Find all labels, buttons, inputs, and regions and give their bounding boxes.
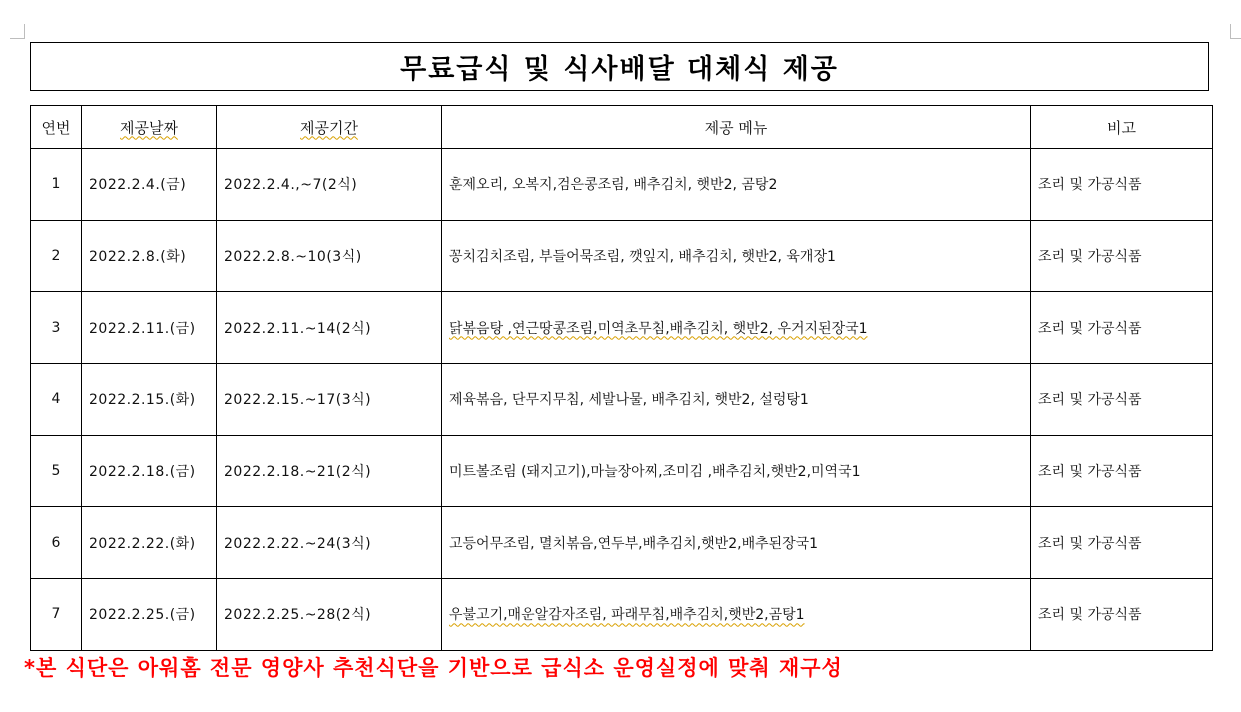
cell-note: 조리 및 가공식품 [1031, 292, 1213, 364]
cell-note: 조리 및 가공식품 [1031, 507, 1213, 579]
cell-period: 2022.2.8.~10(3식) [217, 220, 442, 292]
cell-period: 2022.2.25.~28(2식) [217, 579, 442, 651]
cell-note: 조리 및 가공식품 [1031, 435, 1213, 507]
cell-no: 2 [31, 220, 82, 292]
cell-menu: 훈제오리, 오복지,검은콩조림, 배추김치, 햇반2, 곰탕2 [442, 149, 1031, 221]
table-row [31, 364, 1213, 436]
page-corner-mark [10, 24, 25, 39]
cell-no: 6 [31, 507, 82, 579]
header-no: 연번 [31, 106, 82, 149]
cell-note: 조리 및 가공식품 [1031, 220, 1213, 292]
table-row [31, 435, 1213, 507]
cell-note: 조리 및 가공식품 [1031, 149, 1213, 221]
cell-no: 7 [31, 579, 82, 651]
table-row [31, 220, 1213, 292]
title-box [30, 42, 1209, 91]
table-row [31, 507, 1213, 579]
cell-menu: 닭볶음탕 ,연근땅콩조림,미역초무침,배추김치, 햇반2, 우거지된장국1 [442, 292, 1031, 364]
cell-no: 1 [31, 149, 82, 221]
cell-menu: 미트볼조림 (돼지고기),마늘장아찌,조미김 ,배추김치,햇반2,미역국1 [442, 435, 1031, 507]
table-row [31, 292, 1213, 364]
cell-no: 3 [31, 292, 82, 364]
cell-period: 2022.2.22.~24(3식) [217, 507, 442, 579]
cell-date: 2022.2.15.(화) [82, 364, 217, 436]
cell-period: 2022.2.4.,~7(2식) [217, 149, 442, 221]
header-menu: 제공 메뉴 [442, 106, 1031, 149]
document-title: 무료급식 및 식사배달 대체식 제공 [400, 54, 839, 85]
header-note: 비고 [1031, 106, 1213, 149]
cell-note: 조리 및 가공식품 [1031, 579, 1213, 651]
cell-menu: 꽁치김치조림, 부들어묵조림, 깻잎지, 배추김치, 햇반2, 육개장1 [442, 220, 1031, 292]
footnote: *본 식단은 아워홈 전문 영양사 추천식단을 기반으로 급식소 운영실정에 맞춰 재구성 [24, 656, 843, 680]
header-period: 제공기간 [217, 106, 442, 149]
cell-date: 2022.2.4.(금) [82, 149, 217, 221]
table-header-row [31, 106, 1213, 149]
cell-period: 2022.2.18.~21(2식) [217, 435, 442, 507]
cell-period: 2022.2.15.~17(3식) [217, 364, 442, 436]
table-row [31, 149, 1213, 221]
cell-no: 5 [31, 435, 82, 507]
header-date: 제공날짜 [82, 106, 217, 149]
cell-date: 2022.2.11.(금) [82, 292, 217, 364]
page-corner-mark [1230, 24, 1241, 39]
cell-menu: 우불고기,매운알감자조림, 파래무침,배추김치,햇반2,곰탕1 [442, 579, 1031, 651]
meal-table [30, 105, 1213, 651]
cell-no: 4 [31, 364, 82, 436]
cell-note: 조리 및 가공식품 [1031, 364, 1213, 436]
cell-period: 2022.2.11.~14(2식) [217, 292, 442, 364]
cell-date: 2022.2.18.(금) [82, 435, 217, 507]
table-row [31, 579, 1213, 651]
cell-date: 2022.2.8.(화) [82, 220, 217, 292]
cell-date: 2022.2.25.(금) [82, 579, 217, 651]
cell-menu: 고등어무조림, 멸치볶음,연두부,배추김치,햇반2,배추된장국1 [442, 507, 1031, 579]
cell-menu: 제육볶음, 단무지무침, 세발나물, 배추김치, 햇반2, 설렁탕1 [442, 364, 1031, 436]
cell-date: 2022.2.22.(화) [82, 507, 217, 579]
